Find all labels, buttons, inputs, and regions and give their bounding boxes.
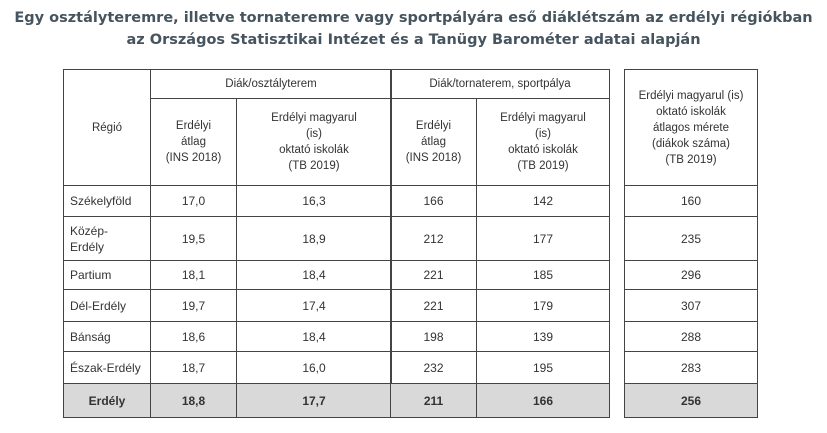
region-cell: Észak-Erdély [64, 352, 151, 384]
classroom-hu-cell: 18,9 [237, 217, 392, 261]
classroom-avg-cell: 18,1 [151, 261, 237, 290]
school-size-cell: 288 [625, 322, 758, 352]
region-cell: Közép- Erdély [64, 217, 151, 261]
total-row [391, 384, 610, 418]
total-row [64, 384, 392, 418]
region-cell: Partium [64, 261, 151, 290]
table-row [64, 322, 392, 352]
table-row [391, 186, 610, 217]
school-size-cell: 283 [625, 352, 758, 384]
gym-hu-header: Erdélyi magyarul (is) oktató iskolák (TB 2019) [477, 99, 610, 186]
classroom-hu-cell: 17,4 [237, 290, 392, 322]
total-school-size-cell: 256 [625, 384, 758, 418]
table-row [625, 261, 758, 290]
table-row [625, 217, 758, 261]
classroom-hu-header: Erdélyi magyarul (is) oktató iskolák (TB 2019) [237, 99, 392, 186]
school-size-header: Erdélyi magyarul (is) oktató iskolák átlagos mérete (diákok száma) (TB 2019) [625, 70, 758, 186]
gym-avg-cell: 212 [391, 217, 477, 261]
gym-avg-cell: 232 [391, 352, 477, 384]
table-row [625, 352, 758, 384]
table-row [625, 290, 758, 322]
table-row [64, 217, 392, 261]
table-row [391, 322, 610, 352]
gym-avg-header: Erdélyi átlag (INS 2018) [391, 99, 477, 186]
region-header: Régió [64, 70, 151, 186]
table-row [391, 217, 610, 261]
gym-hu-cell: 177 [477, 217, 610, 261]
classroom-hu-cell: 18,4 [237, 261, 392, 290]
school-size-cell: 235 [625, 217, 758, 261]
gym-avg-cell: 166 [391, 186, 477, 217]
region-cell: Bánság [64, 322, 151, 352]
classroom-hu-cell: 16,3 [237, 186, 392, 217]
classroom-table [63, 69, 392, 418]
title-line-2: az Országos Statisztikai Intézet és a Tanügy Barométer adatai alapján [126, 32, 701, 48]
total-gym-avg-cell: 211 [391, 384, 477, 418]
gym-hu-cell: 179 [477, 290, 610, 322]
table-row [64, 290, 392, 322]
classroom-avg-cell: 18,7 [151, 352, 237, 384]
school-size-table [624, 69, 758, 418]
gym-hu-cell: 142 [477, 186, 610, 217]
classroom-group-header: Diák/osztályterem [151, 70, 392, 99]
total-gym-hu-cell: 166 [477, 384, 610, 418]
gym-table [390, 69, 610, 418]
gym-avg-cell: 221 [391, 261, 477, 290]
table-row [391, 290, 610, 322]
classroom-avg-cell: 19,5 [151, 217, 237, 261]
classroom-hu-cell: 16,0 [237, 352, 392, 384]
region-cell: Dél-Erdély [64, 290, 151, 322]
gym-hu-cell: 139 [477, 322, 610, 352]
school-size-cell: 307 [625, 290, 758, 322]
gym-avg-cell: 221 [391, 290, 477, 322]
school-size-cell: 160 [625, 186, 758, 217]
table-row [64, 186, 392, 217]
table-row [391, 261, 610, 290]
gym-hu-cell: 185 [477, 261, 610, 290]
classroom-avg-header: Erdélyi átlag (INS 2018) [151, 99, 237, 186]
total-classroom-avg-cell: 18,8 [151, 384, 237, 418]
gym-hu-cell: 195 [477, 352, 610, 384]
table-row [391, 352, 610, 384]
title-line-1: Egy osztályteremre, illetve tornateremre vagy sportpályára eső diáklétszám az erdélyi régiókban [14, 10, 813, 26]
table-row [64, 352, 392, 384]
classroom-avg-cell: 19,7 [151, 290, 237, 322]
total-region-cell: Erdély [64, 384, 151, 418]
gym-group-header: Diák/tornaterem, sportpálya [391, 70, 610, 99]
table-row [625, 186, 758, 217]
classroom-avg-cell: 18,6 [151, 322, 237, 352]
classroom-hu-cell: 18,4 [237, 322, 392, 352]
region-cell: Székelyföld [64, 186, 151, 217]
table-row [64, 261, 392, 290]
school-size-cell: 296 [625, 261, 758, 290]
table-row [625, 322, 758, 352]
classroom-avg-cell: 17,0 [151, 186, 237, 217]
gym-avg-cell: 198 [391, 322, 477, 352]
total-row [625, 384, 758, 418]
total-classroom-hu-cell: 17,7 [237, 384, 392, 418]
